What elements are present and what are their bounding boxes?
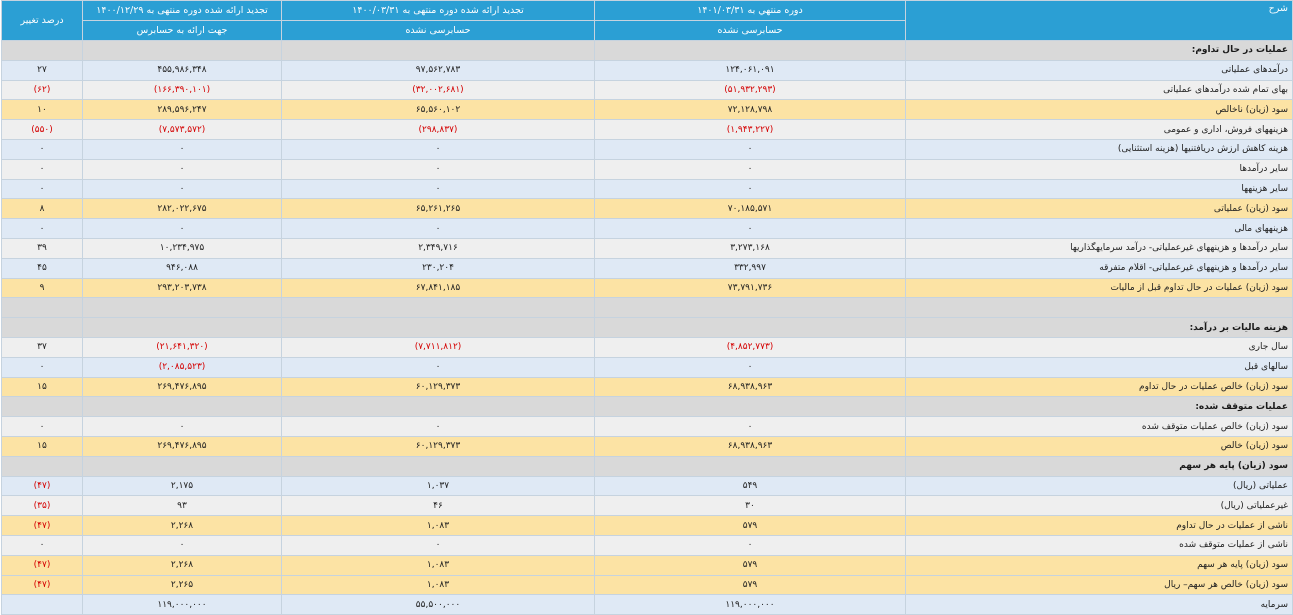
value-period-1400-annual: ۲۹۳,۲۰۳,۷۳۸ [83,278,282,298]
value-change-percent: ۳۹ [2,238,83,258]
value-period-1400-annual: ۹۴۶,۰۸۸ [83,258,282,278]
table-row [2,80,1293,100]
empty-cell [906,298,1293,318]
value-period-1400-q: (۷,۷۱۱,۸۱۲) [282,337,595,357]
section-header-row [2,397,1293,417]
value-period-1401: ۵۷۹ [595,575,906,595]
value-period-1400-q: ۰ [282,219,595,239]
value-period-1400-annual: ۰ [83,179,282,199]
empty-cell [595,318,906,338]
row-label: سود (زیان) خالص [906,436,1293,456]
value-period-1400-q: ۰ [282,139,595,159]
value-period-1400-q: ۶۰,۱۲۹,۳۷۳ [282,436,595,456]
value-period-1401: ۷۲,۱۲۸,۷۹۸ [595,100,906,120]
value-period-1400-q: ۰ [282,179,595,199]
value-period-1400-annual: ۲۶۹,۴۷۶,۸۹۵ [83,436,282,456]
row-label: درآمدهای عملیاتی [906,60,1293,80]
empty-cell [2,41,83,61]
section-title: هزینه مالیات بر درآمد: [906,318,1293,338]
header-period-1401: دوره منتهي به ۱۴۰۱/۰۳/۳۱ [595,1,906,21]
value-period-1401: (۱,۹۴۳,۲۲۷) [595,120,906,140]
value-change-percent [2,595,83,615]
value-period-1401: ۳۳۲,۹۹۷ [595,258,906,278]
value-period-1400-q: ۱,۰۸۳ [282,516,595,536]
table-row [2,100,1293,120]
value-change-percent: ۰ [2,219,83,239]
value-period-1400-annual: ۰ [83,417,282,437]
value-change-percent: ۰ [2,357,83,377]
value-change-percent: ۲۷ [2,60,83,80]
section-header-row [2,318,1293,338]
value-period-1400-q: ۱,۰۸۳ [282,555,595,575]
value-change-percent: ۰ [2,139,83,159]
table-row [2,476,1293,496]
table-row [2,139,1293,159]
empty-cell [2,397,83,417]
value-period-1401: (۵۱,۹۳۲,۲۹۳) [595,80,906,100]
value-change-percent: (۶۲) [2,80,83,100]
value-period-1400-q: ۱,۰۳۷ [282,476,595,496]
value-change-percent: ۰ [2,535,83,555]
row-label: هزینه‏های فروش، اداری و عمومی [906,120,1293,140]
row-label: سرمایه [906,595,1293,615]
empty-cell [595,41,906,61]
empty-cell [83,41,282,61]
value-period-1400-annual: (۲,۰۸۵,۵۲۳) [83,357,282,377]
empty-cell [282,41,595,61]
table-row [2,496,1293,516]
value-period-1401: ۰ [595,535,906,555]
value-change-percent: ۰ [2,417,83,437]
value-period-1400-annual: (۷,۵۷۳,۵۷۲) [83,120,282,140]
empty-cell [2,456,83,476]
table-row [2,258,1293,278]
section-title: عملیات متوقف شده: [906,397,1293,417]
empty-cell [83,397,282,417]
value-period-1401: ۷۳,۷۹۱,۷۳۶ [595,278,906,298]
value-period-1401: ۰ [595,417,906,437]
empty-cell [595,298,906,318]
value-change-percent: ۰ [2,159,83,179]
empty-cell [595,456,906,476]
table-row [2,278,1293,298]
empty-cell [2,298,83,318]
value-change-percent: ۸ [2,199,83,219]
value-period-1400-q: ۹۷,۵۶۲,۷۸۳ [282,60,595,80]
value-period-1400-q: ۶۰,۱۲۹,۳۷۳ [282,377,595,397]
value-period-1400-q: ۰ [282,159,595,179]
separator-row [2,298,1293,318]
table-row [2,337,1293,357]
value-period-1401: ۱۱۹,۰۰۰,۰۰۰ [595,595,906,615]
section-header-row [2,456,1293,476]
section-title: عملیات در حال تداوم: [906,41,1293,61]
header-period-1400-annual: تجدید ارائه شده دوره منتهی به ۱۴۰۰/۱۲/۲۹ [83,1,282,21]
value-period-1400-annual: (۲۱,۶۴۱,۳۲۰) [83,337,282,357]
table-row [2,555,1293,575]
header-description: شرح [906,1,1293,41]
empty-cell [282,397,595,417]
value-period-1400-annual: ۲,۲۶۵ [83,575,282,595]
value-period-1401: ۰ [595,219,906,239]
table-row [2,535,1293,555]
value-period-1400-q: ۱,۰۸۳ [282,575,595,595]
value-period-1400-annual: ۴۵۵,۹۸۶,۳۴۸ [83,60,282,80]
table-row [2,159,1293,179]
row-label: سود (زیان) خالص عملیات متوقف شده [906,417,1293,437]
header-sub-2: حسابرسی نشده [282,21,595,41]
row-label: سود (زیان) ناخالص [906,100,1293,120]
value-period-1401: ۵۷۹ [595,516,906,536]
row-label: سود (زیان) خالص هر سهم– ریال [906,575,1293,595]
value-period-1400-annual: ۰ [83,139,282,159]
table-row [2,417,1293,437]
value-change-percent: ۱۰ [2,100,83,120]
header-sub-1: حسابرسی نشده [595,21,906,41]
row-label: سود (زیان) عملیات در حال تداوم قبل از مالیات [906,278,1293,298]
value-period-1400-annual: (۱۶۶,۳۹۰,۱۰۱) [83,80,282,100]
value-change-percent: (۳۵) [2,496,83,516]
value-period-1400-q: ۶۵,۵۶۰,۱۰۲ [282,100,595,120]
row-label: ناشی از عملیات متوقف شده [906,535,1293,555]
value-period-1401: ۳۰ [595,496,906,516]
empty-cell [282,298,595,318]
header-period-1400-q: تجدید ارائه شده دوره منتهی به ۱۴۰۰/۰۳/۳۱ [282,1,595,21]
table-row [2,516,1293,536]
value-period-1401: ۰ [595,357,906,377]
table-row [2,120,1293,140]
table-row [2,238,1293,258]
value-change-percent: (۴۷) [2,575,83,595]
value-period-1400-annual: ۰ [83,535,282,555]
empty-cell [83,298,282,318]
value-change-percent: ۱۵ [2,377,83,397]
table-row [2,60,1293,80]
section-title: سود (زیان) پایه هر سهم [906,456,1293,476]
value-period-1400-annual: ۰ [83,219,282,239]
value-period-1400-annual: ۲,۲۶۸ [83,516,282,536]
value-change-percent: (۴۷) [2,476,83,496]
section-header-row [2,41,1293,61]
value-period-1400-annual: ۲۶۹,۴۷۶,۸۹۵ [83,377,282,397]
value-change-percent: (۴۷) [2,516,83,536]
value-period-1401: ۵۷۹ [595,555,906,575]
value-period-1401: ۰ [595,159,906,179]
value-period-1400-q: ۵۵,۵۰۰,۰۰۰ [282,595,595,615]
row-label: سال‏های قبل [906,357,1293,377]
value-period-1400-annual: ۲۸۲,۰۲۲,۶۷۵ [83,199,282,219]
row-label: سود (زیان) خالص عملیات در حال تداوم [906,377,1293,397]
row-label: سایر درآمدها و هزینه‏های غیرعملیاتی- اقلام متفرقه [906,258,1293,278]
value-change-percent: ۱۵ [2,436,83,456]
table-row [2,575,1293,595]
value-period-1400-annual: ۲,۲۶۸ [83,555,282,575]
row-label: سایر درآمدها [906,159,1293,179]
row-label: غیرعملیاتی (ریال) [906,496,1293,516]
value-change-percent: ۳۷ [2,337,83,357]
value-period-1401: ۷۰,۱۸۵,۵۷۱ [595,199,906,219]
row-label: سود (زیان) پایه هر سهم [906,555,1293,575]
table-row [2,199,1293,219]
row-label: عملیاتی (ریال) [906,476,1293,496]
value-period-1400-annual: ۲۸۹,۵۹۶,۲۴۷ [83,100,282,120]
header-change-percent: درصد تغییر [2,1,83,41]
row-label: هزینه‏های مالی [906,219,1293,239]
value-period-1400-annual: ۰ [83,159,282,179]
value-period-1401: (۴,۸۵۲,۷۷۳) [595,337,906,357]
table-row [2,179,1293,199]
value-period-1400-q: (۲۹۸,۸۳۷) [282,120,595,140]
value-change-percent: (۵۵۰) [2,120,83,140]
empty-cell [282,456,595,476]
value-period-1400-q: ۰ [282,535,595,555]
value-period-1400-q: ۰ [282,417,595,437]
value-period-1401: ۵۴۹ [595,476,906,496]
value-period-1400-q: ۴۶ [282,496,595,516]
row-label: سایر درآمدها و هزینه‏های غیرعملیاتی- درآمد سرمایه‏گذاری‏ها [906,238,1293,258]
value-period-1401: ۶۸,۹۳۸,۹۶۳ [595,436,906,456]
value-change-percent: (۴۷) [2,555,83,575]
row-label: ناشی از عملیات در حال تداوم [906,516,1293,536]
value-period-1400-q: ۲۳۰,۲۰۴ [282,258,595,278]
value-period-1400-annual: ۱۱۹,۰۰۰,۰۰۰ [83,595,282,615]
income-statement-table [1,0,1293,615]
row-label: سایر هزینه‏ها [906,179,1293,199]
value-change-percent: ۹ [2,278,83,298]
value-period-1400-annual: ۲,۱۷۵ [83,476,282,496]
value-period-1401: ۳,۲۷۳,۱۶۸ [595,238,906,258]
value-period-1401: ۶۸,۹۳۸,۹۶۳ [595,377,906,397]
header-sub-3: جهت ارائه به حسابرس [83,21,282,41]
value-period-1401: ۰ [595,179,906,199]
table-row [2,595,1293,615]
header-row-top [2,1,1293,21]
value-period-1401: ۰ [595,139,906,159]
empty-cell [83,456,282,476]
row-label: بهای تمام شده درآمدهای عملیاتی [906,80,1293,100]
table-body [2,41,1293,615]
table-row [2,377,1293,397]
value-period-1401: ۱۲۴,۰۶۱,۰۹۱ [595,60,906,80]
row-label: سود (زیان) عملیاتی [906,199,1293,219]
row-label: سال جاری [906,337,1293,357]
value-period-1400-q: ۲,۳۴۹,۷۱۶ [282,238,595,258]
value-period-1400-q: ۰ [282,357,595,377]
value-period-1400-q: ۶۵,۲۶۱,۲۶۵ [282,199,595,219]
table-row [2,357,1293,377]
empty-cell [595,397,906,417]
value-period-1400-annual: ۹۳ [83,496,282,516]
value-change-percent: ۰ [2,179,83,199]
empty-cell [2,318,83,338]
value-period-1400-q: ۶۷,۸۴۱,۱۸۵ [282,278,595,298]
value-period-1400-q: (۳۲,۰۰۲,۶۸۱) [282,80,595,100]
value-change-percent: ۴۵ [2,258,83,278]
empty-cell [83,318,282,338]
table-row [2,436,1293,456]
value-period-1400-annual: ۱۰,۲۳۴,۹۷۵ [83,238,282,258]
table-row [2,219,1293,239]
empty-cell [282,318,595,338]
row-label: هزینه کاهش ارزش دریافتنی‏ها (هزینه استثنایی) [906,139,1293,159]
